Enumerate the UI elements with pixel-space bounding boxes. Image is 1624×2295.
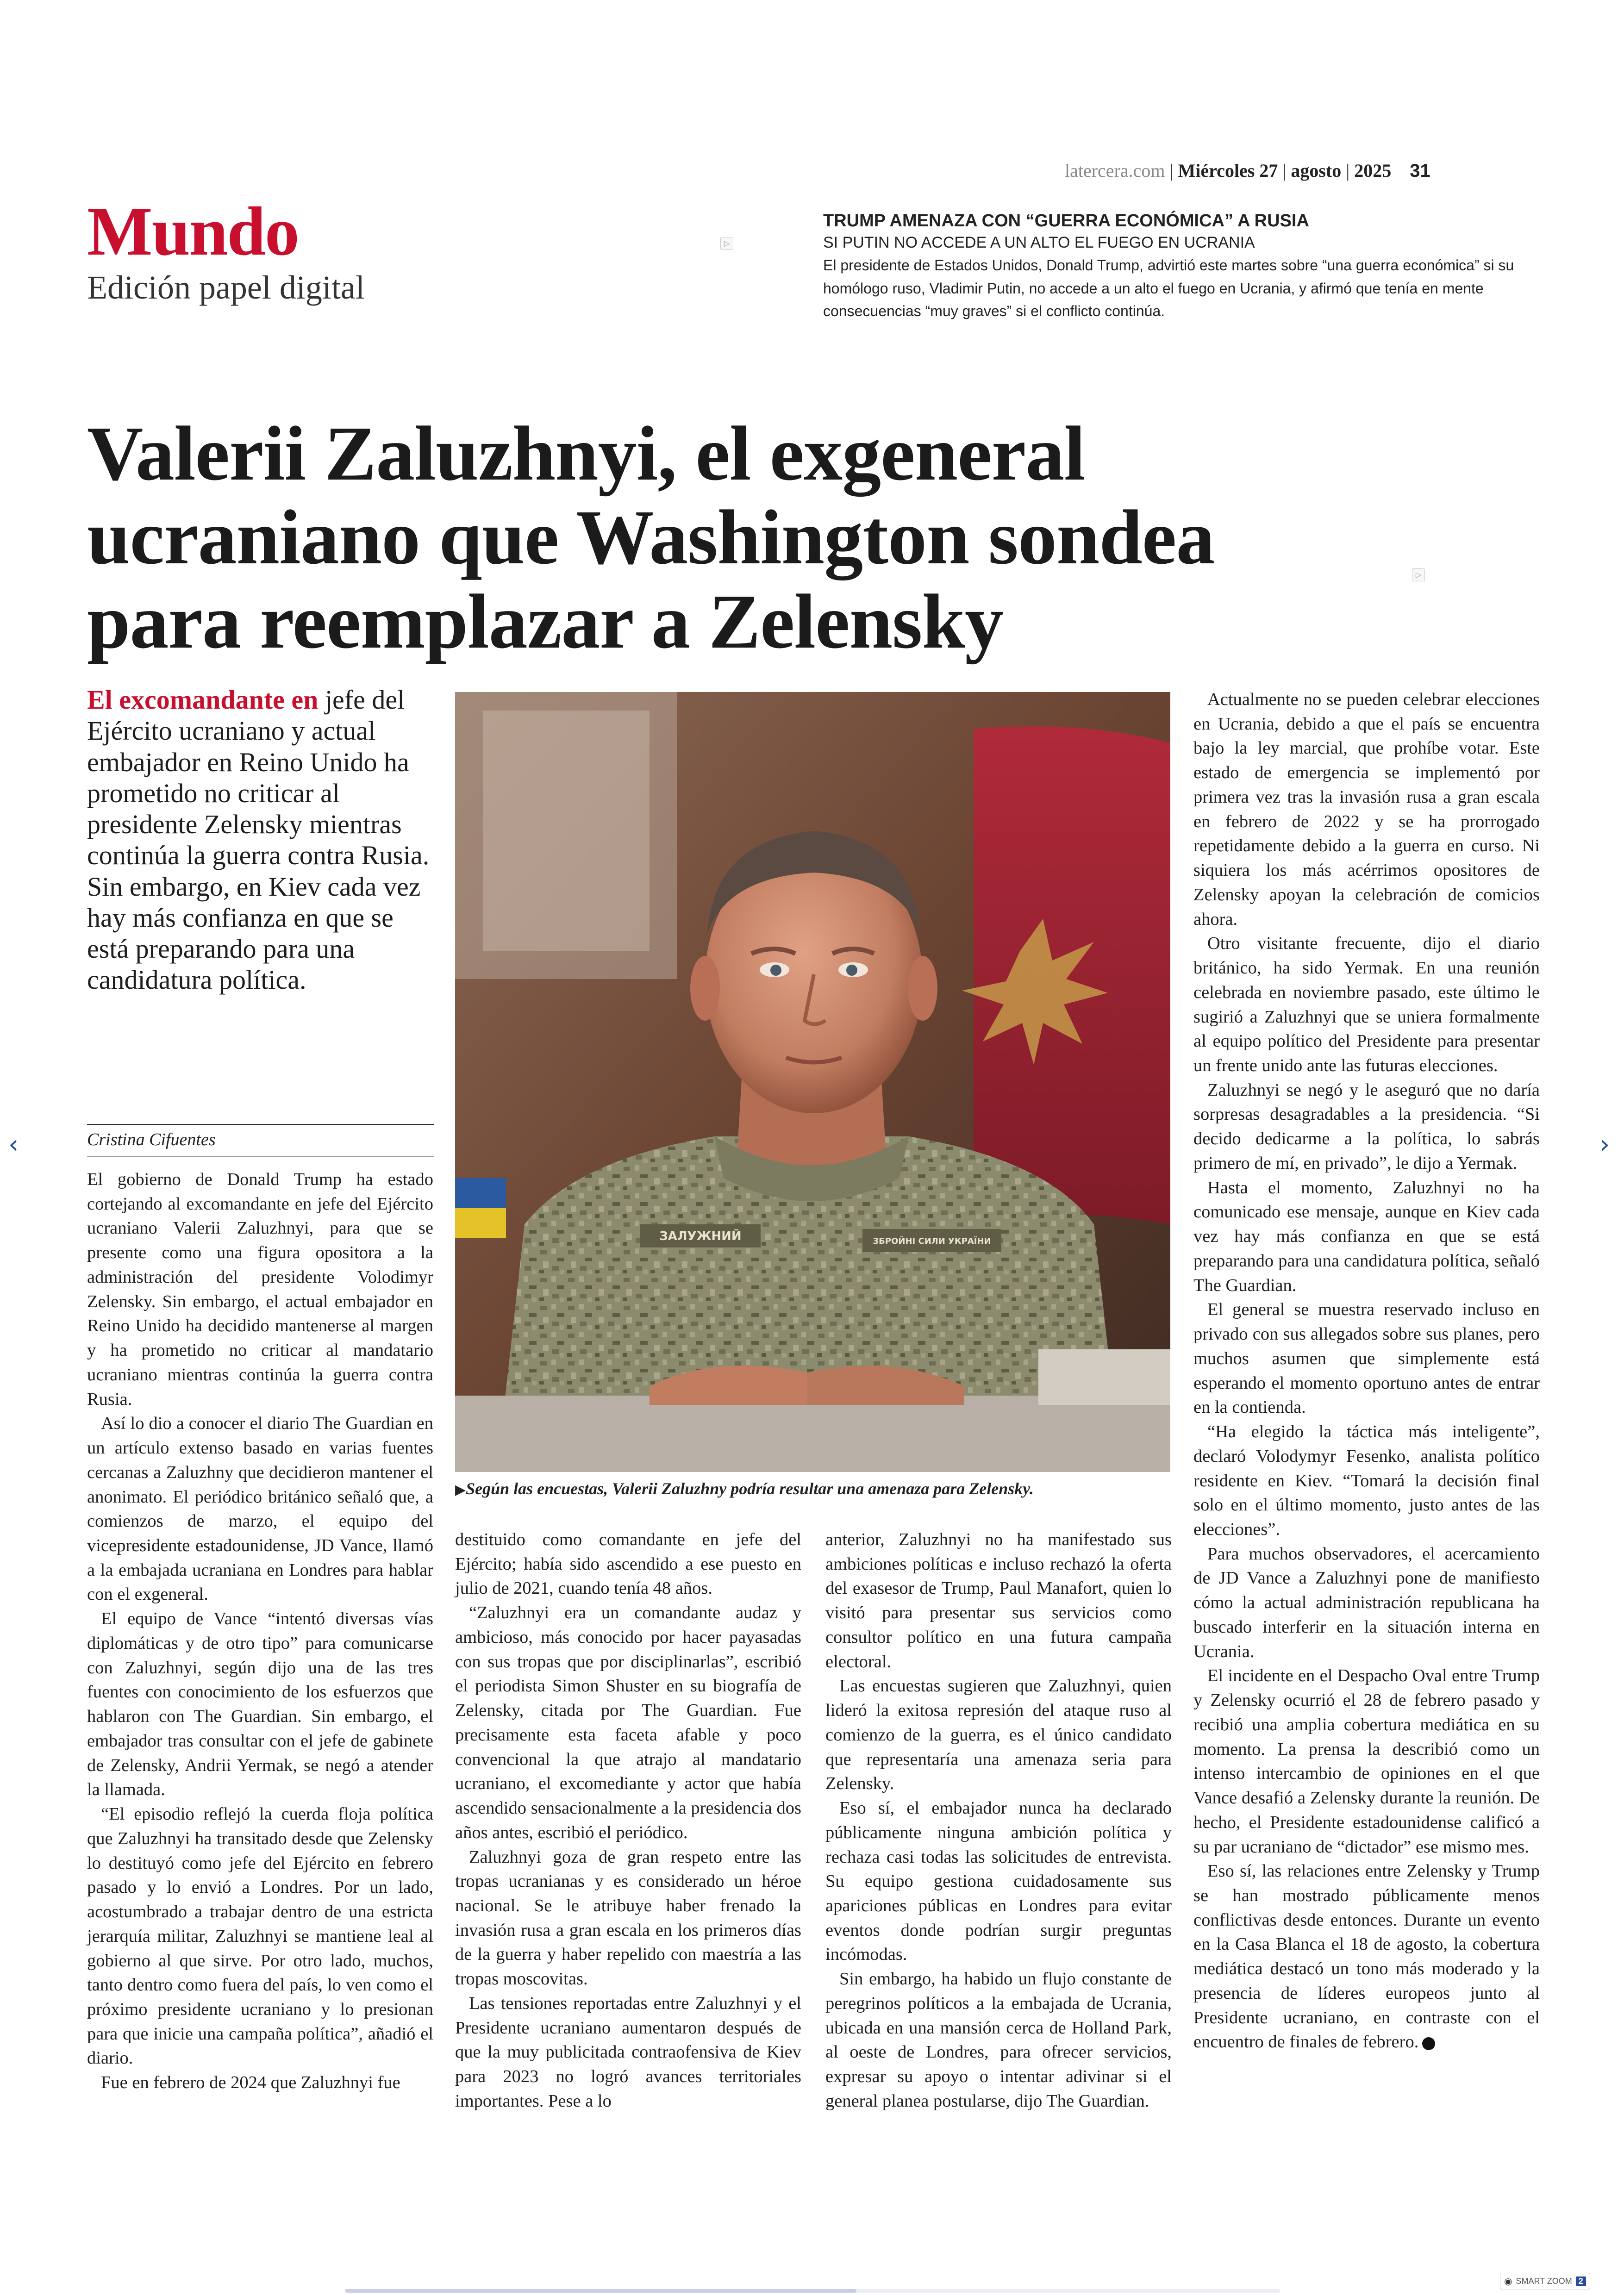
section-subtitle: Edición papel digital — [87, 269, 365, 306]
paragraph: Zaluzhnyi goza de gran respeto entre las tropas ucranianas y es considerado un héroe nacional. Se le atribuye haber frenado la invasión rusa a gran escala en los primeros días de la guerra y haber repelido con maestría a las tropas moscovitas. — [455, 1847, 801, 1989]
article-column-4 — [1193, 687, 1540, 2054]
paragraph: “El episodio reflejó la cuerda floja política que Zaluzhnyi ha transitado desde que Zelensky lo destituyó como jefe del Ejército en febrero pasado y lo envió a Londres. Por un lado, acostumbrado a trabajar dentro de una estricta jerarquía militar, Zaluzhnyi se mantiene leal al gobierno al que sirve. Por otro lado, muchos, tanto dentro como fuera del país, lo ven como el próximo presidente ucraniano y lo presionan para que inicie una campaña política”, añadió el diario. — [87, 1804, 433, 2068]
general-portrait-image — [455, 692, 1170, 1472]
article-column-2 — [455, 1528, 801, 2114]
paragraph: Las encuestas sugieren que Zaluzhnyi, quien lideró la exitosa represión del ataque ruso al comienzo de la guerra, es el único candidato que representaría una amenaza seria para Zelensky. — [825, 1676, 1172, 1794]
article-photo[interactable] — [455, 692, 1170, 1472]
uniform-name-text: ЗАЛУЖНИЙ — [659, 1229, 742, 1243]
teaser-body: El presidente de Estados Unidos, Donald Trump, advirtió este martes sobre “una guerra económica” si su homólogo ruso, Vladimir Putin, no accede a un alto el fuego en Ucrania, y afirmó que tenía en mente consecuencias “muy graves” si el conflicto continúa. — [823, 257, 1514, 320]
paragraph: Actualmente no se pueden celebrar elecciones en Ucrania, debido a que el país se encuentra bajo la ley marcial, que prohíbe votar. Este estado de emergencia se implementó por primera vez tras la invasión rusa a gran escala en febrero de 2022 y se ha prorrogado repetidamente debido a la guerra en curso. Ni siquiera los más acérrimos opositores de Zelensky apoyan la celebración de comicios ahora. — [1193, 690, 1540, 929]
lede-text: jefe del Ejército ucraniano y actual embajador en Reino Unido ha prometido no criticar al presidente Zelensky mientras continúa la guerra contra Rusia. Sin embargo, en Kiev cada vez hay más confianza en que se está preparando para una candidatura política. — [87, 685, 430, 995]
paragraph: Zaluzhnyi se negó y le aseguró que no daría sorpresas desagradables a la presidencia. “Si decido dedicarme a la política, lo sabrás primero de mí, en privado”, le dijo a Yermak. — [1193, 1080, 1540, 1173]
issue-month: agosto — [1291, 160, 1342, 181]
paragraph: Eso sí, el embajador nunca ha declarado públicamente ninguna ambición política y rechaza casi todas las solicitudes de entrevista. Su equipo gestiona cuidadosamente sus apariciones públicas en Londres para evitar eventos donde podrían surgir preguntas incómodas. — [825, 1798, 1172, 1964]
scrollbar-thumb[interactable] — [345, 2289, 856, 2293]
paragraph: Sin embargo, ha habido un flujo constante de peregrinos políticos a la embajada de Ucrania, ubicada en una mansión cerca de Holland Park, al oeste de Londres, para ofrecer servicios, expresar su apoyo o intentar adivinar si el general planea postularse, dijo The Guardian. — [825, 1969, 1172, 2111]
page-number: 31 — [1410, 161, 1430, 181]
ad-choice-icon[interactable]: ▷ — [1412, 568, 1425, 581]
teaser-title: TRUMP AMENAZA CON “GUERRA ECONÓMICA” A RUSIA — [823, 211, 1309, 231]
photo-caption — [455, 1479, 1196, 1498]
chevron-right-icon: › — [1599, 1129, 1610, 1160]
paragraph: El general se muestra reservado incluso en privado con sus allegados sobre sus planes, pero muchos asumen que simplemente está esperando el momento oportuno antes de entrar en la contienda. — [1193, 1300, 1540, 1417]
article-headline: Valerii Zaluzhnyi, el exgeneral ucraniano que Washington sondea para reemplazar a Zelensky — [87, 411, 1215, 665]
uniform-unit-text: ЗБРОЙНІ СИЛИ УКРАЇНИ — [873, 1236, 991, 1246]
ad-choice-icon[interactable]: ▷ — [720, 237, 733, 250]
paragraph: destituido como comandante en jefe del Ejército; había sido ascendido a ese puesto en julio de 2021, cuando tenía 48 años. — [455, 1530, 801, 1598]
paragraph: Para muchos observadores, el acercamiento de JD Vance a Zaluzhnyi pone de manifiesto cómo la actual administración republicana ha buscado interferir en la situación interna en Ucrania. — [1193, 1544, 1540, 1661]
byline-divider — [87, 1124, 434, 1125]
smart-zoom-button[interactable] — [1500, 2273, 1590, 2289]
paragraph: “Ha elegido la táctica más inteligente”, declaró Volodymyr Fesenko, analista político residente en Kiev. “Tomará la decisión final solo en el último momento, justo antes de las elecciones”. — [1193, 1422, 1540, 1539]
article-lede — [87, 684, 434, 996]
teaser-subtitle: SI PUTIN NO ACCEDE A UN ALTO EL FUEGO EN UCRANIA — [823, 233, 1255, 251]
end-of-article-icon — [1422, 2037, 1435, 2050]
issue-year: 2025 — [1354, 160, 1392, 181]
paragraph: anterior, Zaluzhnyi no ha manifestado sus ambiciones políticas e incluso rechazó la oferta del exasesor de Trump, Paul Manafort, quien lo visitó para presentar sus servicios como consultor político en una futura campaña electoral. — [825, 1530, 1172, 1671]
paragraph: Así lo dio a conocer el diario The Guardian en un artículo extenso basado en varias fuentes cercanas a Zaluzhny que decidieron mantener el anonimato. El periódico británico señaló que, a comienzos de marzo, el equipo del vicepresidente estadounidense, JD Vance, llamó a la embajada ucraniana en Londres para hablar con el exgeneral. — [87, 1414, 433, 1604]
chevron-left-icon: ‹ — [8, 1129, 19, 1160]
paragraph: Hasta el momento, Zaluzhnyi no ha comunicado ese mensaje, aunque en Kiev cada vez hay más confianza en que se está preparando para una candidatura política, señaló The Guardian. — [1193, 1178, 1540, 1295]
article-column-3 — [825, 1528, 1172, 2114]
site-name: latercera.com — [1065, 160, 1165, 181]
issue-day: Miércoles 27 — [1178, 160, 1278, 181]
paragraph-text: Eso sí, las relaciones entre Zelensky y Trump se han mostrado públicamente menos conflictivas desde entonces. Durante un evento en la Casa Blanca el 18 de agosto, la cobertura mediática destacó un tono más moderado y la presencia de líderes europeos junto al Presidente ucraniano, en contraste con el encuentro de finales de febrero. — [1193, 1861, 1540, 2052]
article-byline: Cristina Cifuentes — [87, 1130, 216, 1149]
lede-highlight: El excomandante en — [87, 685, 319, 715]
paragraph: Fue en febrero de 2024 que Zaluzhnyi fue — [101, 2073, 400, 2093]
caption-text: Según las encuestas, Valerii Zaluzhny podría resultar una amenaza para Zelensky. — [466, 1479, 1034, 1498]
paragraph-last — [1193, 1859, 1540, 2054]
paragraph: El equipo de Vance “intentó diversas vías diplomáticas y de otro tipo” para comunicarse con Zaluzhnyi, según dijo una de las tres fuentes con conocimiento de los esfuerzos que hablaron con The Guardian. Sin embargo, el embajador tras consultar con el jefe de gabinete de Zelensky, Andrii Yermak, se negó a atender la llamada. — [87, 1609, 433, 1800]
next-page-button[interactable] — [1599, 1129, 1610, 1160]
paragraph: Las tensiones reportadas entre Zaluzhnyi y el Presidente ucraniano aumentaron después de que la muy publicitada contraofensiva de Kiev para 2023 no logró avances territoriales importantes. Pese a lo — [455, 1993, 801, 2111]
paragraph: “Zaluzhnyi era un comandante audaz y ambicioso, más conocido por hacer payasadas con sus tropas que por disciplinarlas”, escribió el periodista Simon Shuster en su biografía de Zelensky, citada por The Guardian. Fue precisamente esta faceta afable y poco convencional la que atrajo al mandatario ucraniano, el excomediante y actor que había ascendido sensacionalmente a la presidencia dos años antes, escribió el periódico. — [455, 1603, 801, 1842]
section-title: Mundo — [87, 193, 299, 270]
eye-icon: ◉ — [1504, 2276, 1512, 2287]
smart-zoom-label: SMART ZOOM — [1516, 2276, 1572, 2286]
page-count-badge: 2 — [1576, 2276, 1586, 2286]
caption-arrow-icon: ▶ — [455, 1482, 466, 1498]
paragraph: El incidente en el Despacho Oval entre Trump y Zelensky ocurrió el 28 de febrero pasado y recibió una amplia cobertura mediática en su momento. La prensa la describió como un intenso intercambio de opiniones en el que Vance desafió a Zelensky durante la reunión. De hecho, el Presidente estadounidense calificó a su par ucraniano de “dictador” ese mismo mes. — [1193, 1666, 1540, 1857]
news-teaser[interactable] — [823, 211, 1545, 323]
byline-divider — [87, 1156, 434, 1157]
page-folio: latercera.com | Miércoles 27 | agosto | 2025 31 — [1065, 160, 1430, 181]
paragraph: Otro visitante frecuente, dijo el diario británico, ha sido Yermak. En una reunión celebrada en noviembre pasado, este último le sugirió a Zaluzhnyi que se uniera formalmente al equipo político del Presidente para presentar un frente unido ante las futuras elecciones. — [1193, 934, 1540, 1076]
article-column-1 — [87, 1167, 433, 2095]
prev-page-button[interactable] — [8, 1129, 19, 1160]
paragraph: El gobierno de Donald Trump ha estado cortejando al excomandante en jefe del Ejército ucraniano Valerii Zaluzhnyi, para que se presente como una figura opositora a la administración del presidente Volodimyr Zelensky. Sin embargo, el actual embajador en Reino Unido ha decidido mantenerse al margen y ha prometido no criticar al mandatario ucraniano mientras continúa la guerra contra Rusia. — [87, 1170, 433, 1409]
